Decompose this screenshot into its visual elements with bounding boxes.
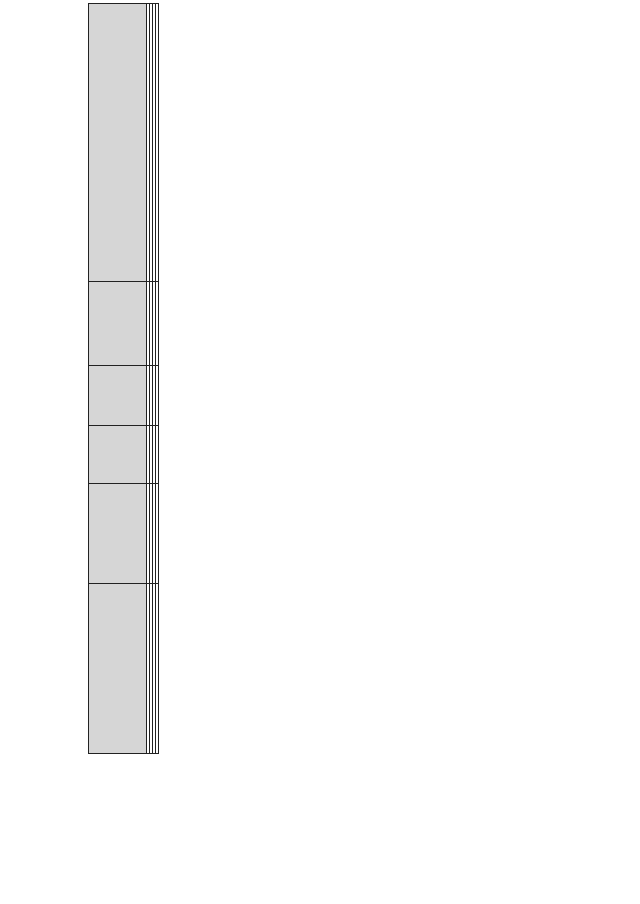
cell-type <box>156 426 159 484</box>
table-row <box>156 4 159 754</box>
cell-required <box>156 282 159 366</box>
cell-format <box>156 366 159 426</box>
header-cell <box>89 484 147 584</box>
header-cell <box>89 426 147 484</box>
cell-name <box>156 584 159 754</box>
cell-info <box>156 4 159 282</box>
header-cell <box>89 4 147 282</box>
header-cell <box>89 584 147 754</box>
header-cell <box>89 282 147 366</box>
table-header-row <box>89 4 147 754</box>
cell-code <box>156 484 159 584</box>
table-4-3 <box>88 3 159 754</box>
header-cell <box>89 366 147 426</box>
